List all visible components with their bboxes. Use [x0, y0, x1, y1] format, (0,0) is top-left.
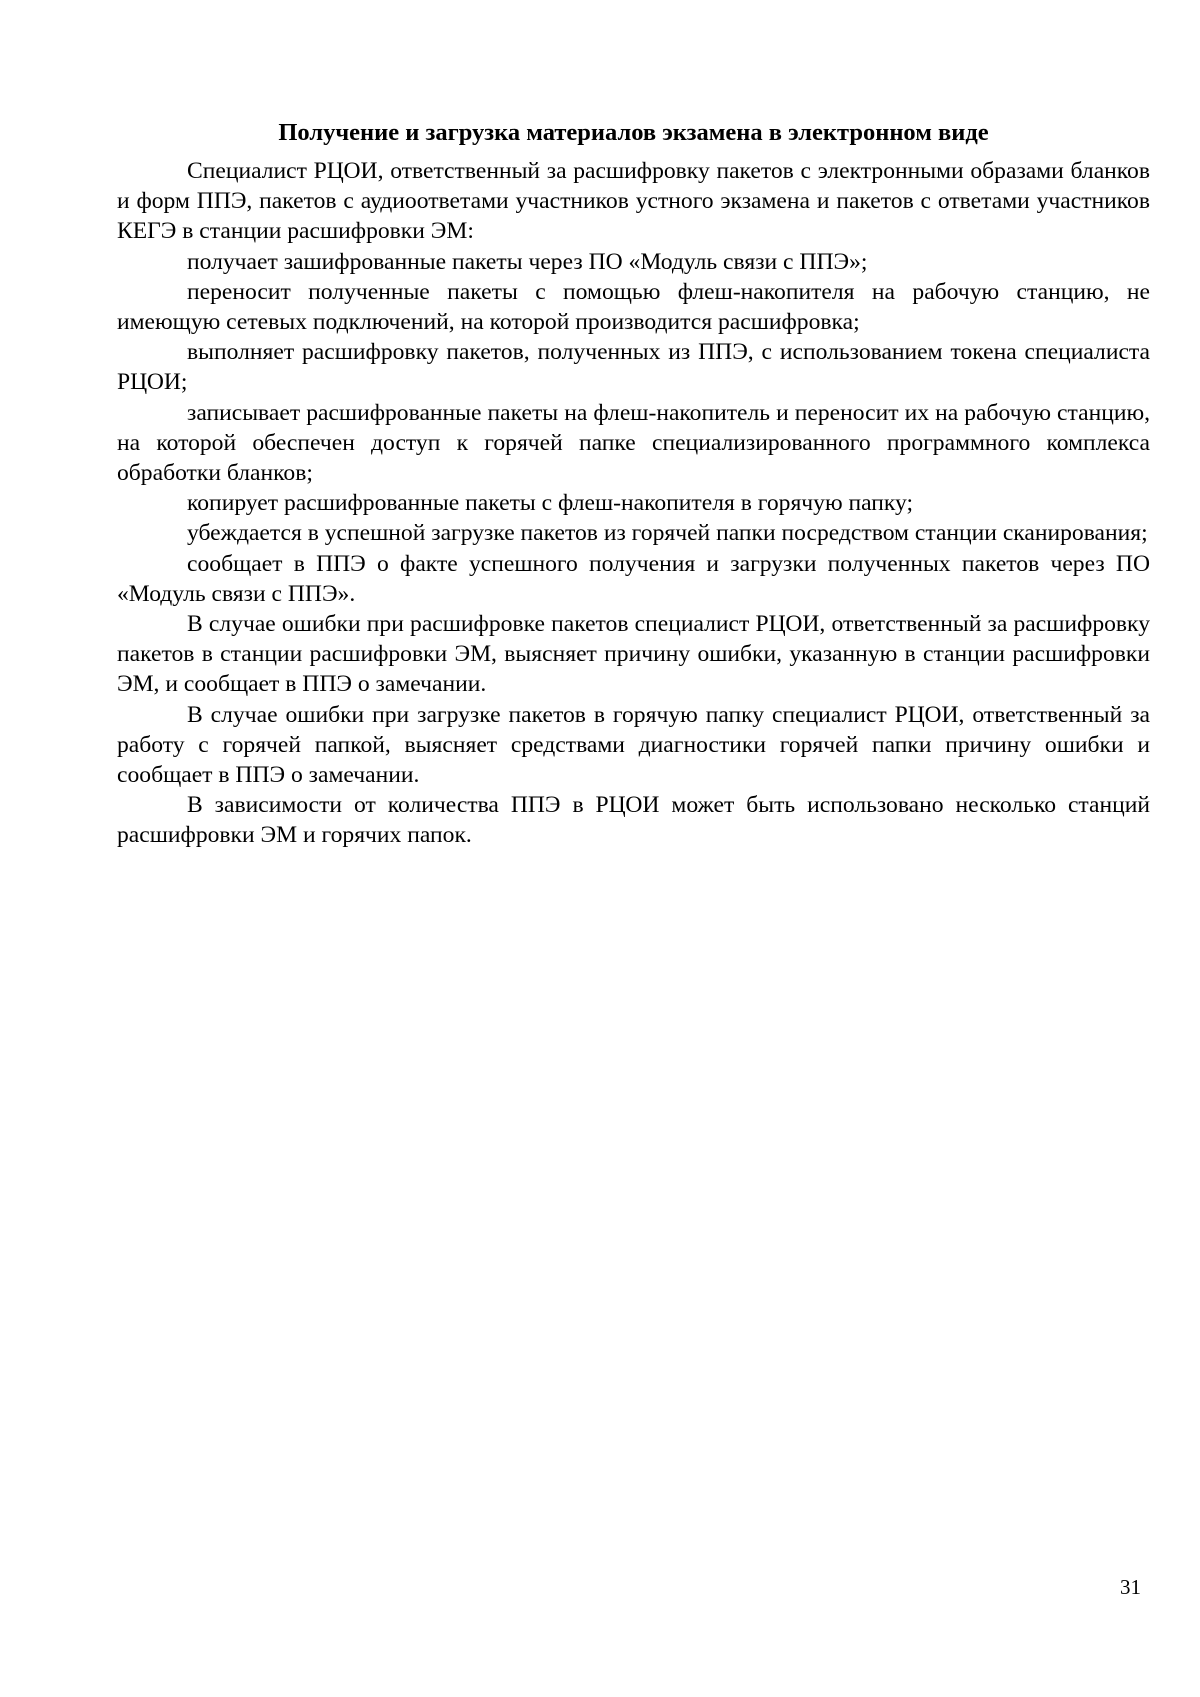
- paragraph-receive-packages: получает зашифрованные пакеты через ПО «Модуль связи с ППЭ»;: [187, 248, 868, 275]
- paragraph-copy-packages: копирует расшифрованные пакеты с флеш-накопителя в горячую папку;: [187, 490, 914, 517]
- paragraph-multiple-stations: В зависимости от количества ППЭ в РЦОИ может быть использовано несколько станций расшифровки ЭМ и горячих папок.: [117, 792, 1150, 849]
- paragraph-intro: Специалист РЦОИ, ответственный за расшифровку пакетов с электронными образами бланков и форм ППЭ, пакетов с аудиоответами участников устного экзамена и пакетов с ответами участников КЕГЭ в станции расшифровки ЭМ:: [117, 158, 1150, 245]
- page-content: [117, 118, 1150, 851]
- paragraph-upload-error: В случае ошибки при загрузке пакетов в горячую папку специалист РЦОИ, ответственный за работу с горячей папкой, выясняет средствами диагностики горячей папки причину ошибки и сообщает в ППЭ о замечании.: [117, 701, 1150, 789]
- paragraph-decrypt-error: В случае ошибки при расшифровке пакетов специалист РЦОИ, ответственный за расшифровку пакетов в станции расшифровки ЭМ, выясняет причину ошибки, указанную в станции расшифровки ЭМ, и сообщает в ППЭ о замечании.: [117, 611, 1150, 698]
- section-heading: Получение и загрузка материалов экзамена в электронном виде: [278, 119, 989, 146]
- page-number: 31: [1120, 1575, 1141, 1599]
- paragraph-write-packages: записывает расшифрованные пакеты на флеш-накопитель и переносит их на рабочую станцию, на которой обеспечен доступ к горячей папке специализированного программного комплекса обработки бланков;: [117, 399, 1150, 487]
- paragraph-decrypt-packages: выполняет расшифровку пакетов, полученных из ППЭ, с использованием токена специалиста РЦОИ;: [117, 339, 1150, 396]
- paragraph-verify-upload: убеждается в успешной загрузке пакетов из горячей папки посредством станции сканирования;: [187, 520, 1148, 547]
- paragraph-transfer-packages: переносит полученные пакеты с помощью флеш-накопителя на рабочую станцию, не имеющую сетевых подключений, на которой производится расшифровка;: [117, 278, 1150, 336]
- paragraph-report-success: сообщает в ППЭ о факте успешного получения и загрузки полученных пакетов через ПО «Модуль связи с ППЭ».: [117, 550, 1150, 607]
